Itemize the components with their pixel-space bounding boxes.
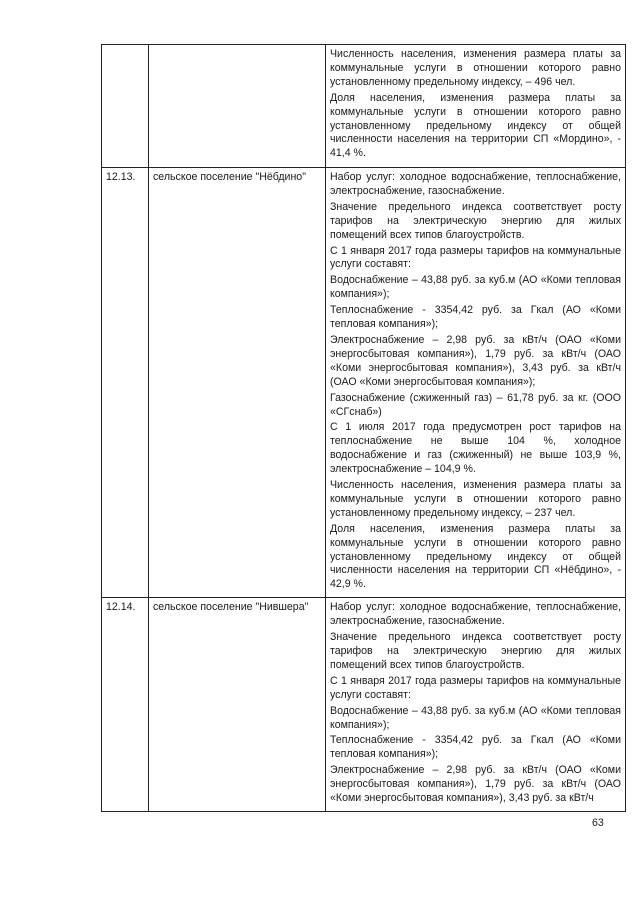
paragraph: С 1 июля 2017 года предусмотрен рост тарифов на теплоснабжение не выше 104 %, холодное водоснабжение и газ (сжиженный) не выше 103,9 %, электроснабжение – 104,9 %. (330, 421, 621, 476)
paragraph: Численность населения, изменения размера платы за коммунальные услуги в отношении которого равно установленному предельному индексу, – 496 чел. (330, 48, 621, 88)
paragraph: Численность населения, изменения размера платы за коммунальные услуги в отношении которого равно установленному предельному индексу, – 237 чел. (330, 479, 621, 519)
paragraph: Значение предельного индекса соответствует росту тарифов на электрическую энергию для жилых помещений всех типов благоустройств. (330, 631, 621, 671)
row-number: 12.14. (102, 598, 149, 812)
settlement-name: сельское поселение "Нившера" (149, 598, 326, 812)
row-number (102, 45, 149, 168)
paragraph: Доля населения, изменения размера платы за коммунальные услуги в отношении которого равно установленному предельному индексу от общей численности населения на территории СП «Нёбдино», - 42,9 %. (330, 522, 621, 591)
row-number: 12.13. (102, 168, 149, 598)
paragraph: Теплоснабжение - 3354,42 руб. за Гкал (АО «Коми тепловая компания»); (330, 734, 621, 761)
page-number: 63 (592, 817, 604, 829)
paragraph: Теплоснабжение - 3354,42 руб. за Гкал (АО «Коми тепловая компания»); (330, 304, 621, 331)
row-description (326, 598, 626, 812)
paragraph: Газоснабжение (сжиженный газ) – 61,78 руб. за кг. (ООО «СГснаб») (330, 391, 621, 418)
settlement-name: сельское поселение "Нёбдино" (149, 168, 326, 598)
table-row (102, 598, 626, 812)
paragraph: Водоснабжение – 43,88 руб. за куб.м (АО «Коми тепловая компания»); (330, 704, 621, 731)
paragraph: С 1 января 2017 года размеры тарифов на коммунальные услуги составят: (330, 674, 621, 701)
paragraph: Водоснабжение – 43,88 руб. за куб.м (АО «Коми тепловая компания»); (330, 274, 621, 301)
paragraph: Набор услуг: холодное водоснабжение, теплоснабжение, электроснабжение, газоснабжение. (330, 601, 621, 628)
table-row (102, 45, 626, 168)
paragraph: Электроснабжение – 2,98 руб. за кВт/ч (ОАО «Коми энергосбытовая компания»), 1,79 руб. за кВт/ч (ОАО «Коми энергосбытовая компания»), 3,43 руб. за кВт/ч (330, 764, 621, 805)
row-description (326, 168, 626, 598)
paragraph: Доля населения, изменения размера платы за коммунальные услуги в отношении которого равно установленному предельному индексу от общей численности населения на территории СП «Мордино», - 41,4 %. (330, 91, 621, 160)
table-row (102, 168, 626, 598)
paragraph: Набор услуг: холодное водоснабжение, теплоснабжение, электроснабжение, газоснабжение. (330, 171, 621, 197)
paragraph: Значение предельного индекса соответствует росту тарифов на электрическую энергию для жилых помещений всех типов благоустройств. (330, 200, 621, 241)
settlement-name (149, 45, 326, 168)
paragraph: С 1 января 2017 года размеры тарифов на коммунальные услуги составят: (330, 244, 621, 271)
tariff-table (101, 44, 626, 812)
row-description (326, 45, 626, 168)
paragraph: Электроснабжение – 2,98 руб. за кВт/ч (ОАО «Коми энергосбытовая компания»), 1,79 руб. за кВт/ч (ОАО «Коми энергосбытовая компания»), 3,43 руб. за кВт/ч (ОАО «Коми энергосбытовая компания»); (330, 333, 621, 388)
